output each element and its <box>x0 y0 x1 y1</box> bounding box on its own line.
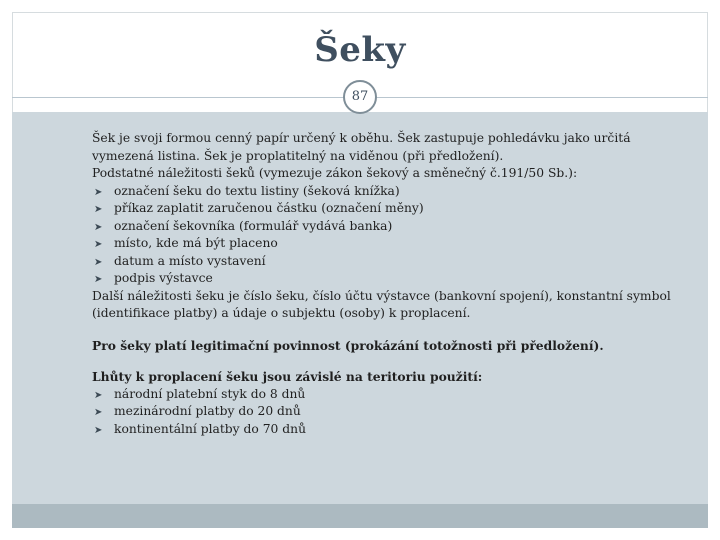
list-item <box>92 235 692 253</box>
list-item-text: místo, kde má být placeno <box>114 236 278 250</box>
list-item <box>92 218 692 236</box>
arrow-bullet-icon: ➤ <box>94 204 103 215</box>
list-item <box>92 403 692 421</box>
arrow-bullet-icon: ➤ <box>94 239 103 250</box>
slide-title: Šeky <box>314 30 406 70</box>
arrow-bullet-icon: ➤ <box>94 256 103 268</box>
list-item-text: mezinárodní platby do 20 dnů <box>114 404 301 418</box>
arrow-bullet-icon: ➤ <box>94 389 103 401</box>
list-item-text: označení šekovníka (formulář vydává banka) <box>114 218 393 233</box>
deadlines-list <box>92 386 692 439</box>
list-item <box>92 386 692 404</box>
essentials-list <box>92 183 692 288</box>
list-item-text: podpis výstavce <box>114 271 213 285</box>
list-item-text: národní platební styk do 8 dnů <box>114 386 306 401</box>
list-item <box>92 421 692 439</box>
arrow-bullet-icon: ➤ <box>94 186 103 198</box>
list-item-text: datum a místo vystavení <box>114 253 266 268</box>
list-item <box>92 270 692 288</box>
slide-body <box>92 130 692 438</box>
list-item <box>92 200 692 218</box>
list-item <box>92 183 692 201</box>
arrow-bullet-icon: ➤ <box>94 424 103 436</box>
list-item-text: označení šeku do textu listiny (šeková knížka) <box>114 183 400 198</box>
page-number-badge: 87 <box>343 80 377 114</box>
arrow-bullet-icon: ➤ <box>94 274 103 285</box>
intro-paragraph: Šek je svoji formou cenný papír určený k oběhu. Šek zastupuje pohledávku jako určitá vymezená listina. Šek je proplatitelný na viděnou (při předložení). <box>92 131 631 163</box>
arrow-bullet-icon: ➤ <box>94 407 103 418</box>
deadlines-heading: Lhůty k proplacení šeku jsou závislé na teritoriu použití: <box>92 369 483 384</box>
essentials-heading: Podstatné náležitosti šeků (vymezuje zákon šekový a směnečný č.191/50 Sb.): <box>92 166 578 180</box>
footer-bar <box>12 504 708 528</box>
other-details-paragraph: Další náležitosti šeku je číslo šeku, číslo účtu výstavce (bankovní spojení), konstantní symbol (identifikace platby) a údaje o subjektu (osoby) k proplacení. <box>92 288 671 320</box>
list-item <box>92 253 692 271</box>
list-item-text: příkaz zaplatit zaručenou částku (označení měny) <box>114 201 424 215</box>
legitimation-paragraph: Pro šeky platí legitimační povinnost (prokázání totožnosti při předložení). <box>92 337 604 353</box>
arrow-bullet-icon: ➤ <box>94 221 103 233</box>
list-item-text: kontinentální platby do 70 dnů <box>114 421 306 436</box>
